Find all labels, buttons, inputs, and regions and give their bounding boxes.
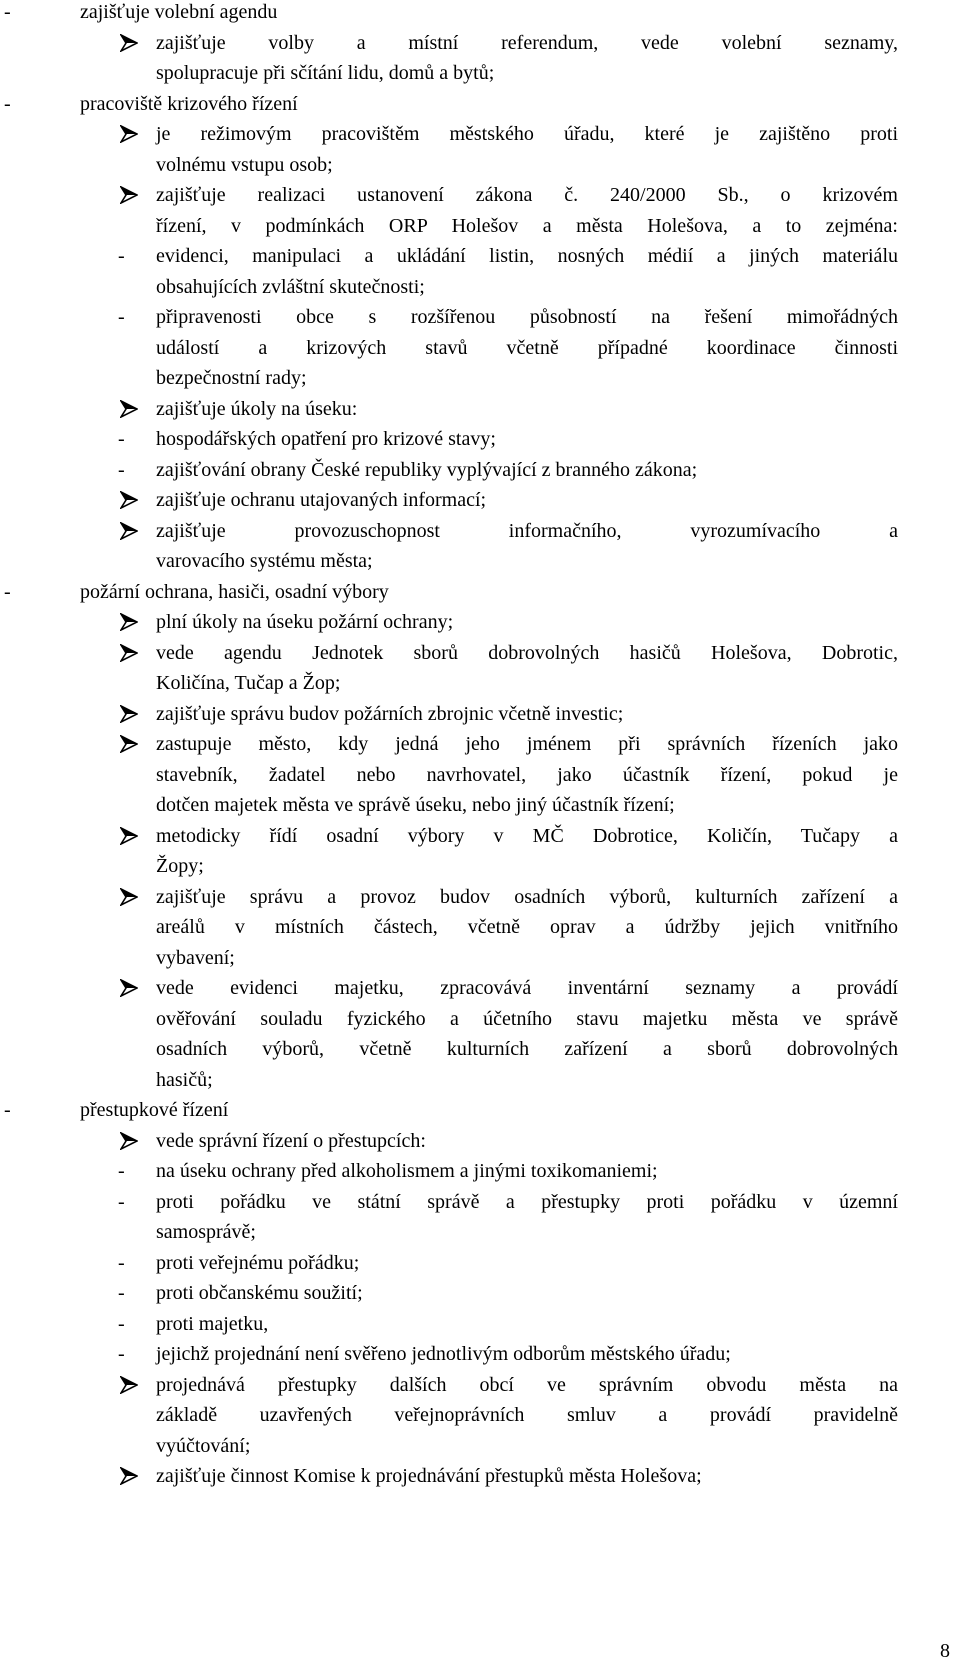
list-item-line xyxy=(0,241,960,272)
list-item-line xyxy=(0,394,960,425)
list-item-line xyxy=(0,485,960,516)
arrowhead-bullet-icon xyxy=(120,400,138,418)
arrowhead-bullet-icon xyxy=(120,979,138,997)
line-text: zajišťuje provozuschopnost informačního, vyrozumívacího a xyxy=(156,519,898,542)
list-item-line xyxy=(0,180,960,211)
line-text: spolupracuje při sčítání lidu, domů a bytů; xyxy=(156,62,495,84)
list-item-line xyxy=(0,912,960,943)
list-item-line xyxy=(0,455,960,486)
list-item-line xyxy=(0,699,960,730)
list-item-line xyxy=(0,1400,960,1431)
dash-bullet: - xyxy=(118,1251,125,1274)
list-item-line xyxy=(0,119,960,150)
dash-bullet: - xyxy=(118,458,125,481)
dash-bullet: - xyxy=(118,1190,125,1213)
line-text: proti pořádku ve státní správě a přestupky proti pořádku v územní xyxy=(156,1190,898,1213)
arrowhead-bullet-icon xyxy=(120,705,138,723)
line-text: osadních výborů, včetně kulturních zařízení a sborů dobrovolných xyxy=(156,1038,898,1060)
arrowhead-bullet-icon xyxy=(120,186,138,204)
arrowhead-bullet-icon xyxy=(120,827,138,845)
dash-bullet: - xyxy=(4,92,11,115)
line-text: zajišťuje volební agendu xyxy=(80,1,278,23)
line-text: na úseku ochrany před alkoholismem a jinými toxikomaniemi; xyxy=(156,1160,658,1182)
dash-bullet: - xyxy=(118,306,125,328)
list-item-line xyxy=(0,1065,960,1096)
list-item-line xyxy=(0,272,960,303)
arrowhead-bullet-icon xyxy=(120,1132,138,1150)
line-text: pracoviště krizového řízení xyxy=(80,92,298,115)
line-text: zajišťuje volby a místní referendum, vede volební seznamy, xyxy=(156,31,898,54)
arrowhead-bullet-icon xyxy=(120,34,138,52)
line-text: základě uzavřených veřejnoprávních smluv a provádí pravidelně xyxy=(156,1404,898,1426)
line-text: Žopy; xyxy=(156,855,204,877)
arrowhead-bullet-icon xyxy=(120,644,138,662)
line-text: požární ochrana, hasiči, osadní výbory xyxy=(80,580,389,603)
line-text: zajišťuje správu a provoz budov osadních výborů, kulturních zařízení a xyxy=(156,885,898,908)
line-text: událostí a krizových stavů včetně případné koordinace činnosti xyxy=(156,336,898,359)
section-heading-line xyxy=(0,577,960,608)
line-text: ověřování souladu fyzického a účetního stavu majetku města ve správě xyxy=(156,1007,898,1030)
section-heading-line xyxy=(0,1095,960,1126)
line-text: proti veřejnému pořádku; xyxy=(156,1251,360,1274)
list-item-line xyxy=(0,1187,960,1218)
dash-bullet: - xyxy=(118,1312,125,1335)
arrowhead-bullet-icon xyxy=(120,735,138,753)
dash-bullet: - xyxy=(4,1099,11,1121)
list-item-line xyxy=(0,790,960,821)
dash-bullet: - xyxy=(118,1282,125,1304)
line-text: řízení, v podmínkách ORP Holešov a města Holešova, a to zejména: xyxy=(156,214,898,237)
line-text: vede správní řízení o přestupcích: xyxy=(156,1129,426,1152)
list-item-line xyxy=(0,1278,960,1309)
line-text: hasičů; xyxy=(156,1068,213,1091)
line-text: vede evidenci majetku, zpracovává inventární seznamy a provádí xyxy=(156,977,898,999)
line-text: zajišťuje činnost Komise k projednávání přestupků města Holešova; xyxy=(156,1465,702,1487)
dash-bullet: - xyxy=(118,1160,125,1182)
list-item-line xyxy=(0,1431,960,1462)
list-item-line xyxy=(0,1034,960,1065)
line-text: proti občanskému soužití; xyxy=(156,1282,363,1304)
line-text: metodicky řídí osadní výbory v MČ Dobrotice, Količín, Tučapy a xyxy=(156,824,898,847)
line-text: evidenci, manipulaci a ukládání listin, nosných médií a jiných materiálu xyxy=(156,245,898,267)
list-item-line xyxy=(0,546,960,577)
line-text: Količína, Tučap a Žop; xyxy=(156,672,341,694)
list-item-line xyxy=(0,516,960,547)
line-text: je režimovým pracovištěm městského úřadu, které je zajištěno proti xyxy=(156,123,898,145)
line-text: připravenosti obce s rozšířenou působností na řešení mimořádných xyxy=(156,306,898,328)
list-item-line xyxy=(0,821,960,852)
line-text: bezpečnostní rady; xyxy=(156,367,307,389)
arrowhead-bullet-icon xyxy=(120,491,138,509)
line-text: hospodářských opatření pro krizové stavy; xyxy=(156,428,496,450)
line-text: dotčen majetek města ve správě úseku, nebo jiný účastník řízení; xyxy=(156,794,675,816)
list-item-line xyxy=(0,424,960,455)
dash-bullet: - xyxy=(118,1343,125,1365)
list-item-line xyxy=(0,638,960,669)
dash-bullet: - xyxy=(4,580,11,603)
list-item-line xyxy=(0,943,960,974)
line-text: vyúčtování; xyxy=(156,1434,251,1457)
arrowhead-bullet-icon xyxy=(120,613,138,631)
line-text: varovacího systému města; xyxy=(156,550,373,572)
list-item-line xyxy=(0,150,960,181)
list-item-line xyxy=(0,973,960,1004)
list-item-line xyxy=(0,28,960,59)
list-item-line xyxy=(0,333,960,364)
list-item-line xyxy=(0,1004,960,1035)
line-text: zastupuje město, kdy jedná jeho jménem při správních řízeních jako xyxy=(156,733,898,755)
line-text: zajišťuje úkoly na úseku: xyxy=(156,397,358,420)
line-text: přestupkové řízení xyxy=(80,1099,229,1121)
line-text: volnému vstupu osob; xyxy=(156,153,333,176)
list-item-line xyxy=(0,302,960,333)
list-item-line xyxy=(0,1309,960,1340)
line-text: areálů v místních částech, včetně oprav a údržby jejich vnitřního xyxy=(156,916,898,938)
list-item-line xyxy=(0,1461,960,1492)
list-item-line xyxy=(0,363,960,394)
line-text: vede agendu Jednotek sborů dobrovolných hasičů Holešova, Dobrotic, xyxy=(156,641,898,664)
list-item-line xyxy=(0,851,960,882)
line-text: vybavení; xyxy=(156,946,235,969)
list-item-line xyxy=(0,668,960,699)
arrowhead-bullet-icon xyxy=(120,1467,138,1485)
list-item-line xyxy=(0,1248,960,1279)
dash-bullet: - xyxy=(118,428,125,450)
line-text: plní úkoly na úseku požární ochrany; xyxy=(156,611,454,633)
arrowhead-bullet-icon xyxy=(120,522,138,540)
line-text: zajišťování obrany České republiky vyplývající z branného zákona; xyxy=(156,458,698,481)
list-item-line xyxy=(0,1156,960,1187)
line-text: zajišťuje realizaci ustanovení zákona č. 240/2000 Sb., o krizovém xyxy=(156,184,898,206)
line-text: samosprávě; xyxy=(156,1221,256,1243)
page-number: 8 xyxy=(940,1640,950,1662)
section-heading-line xyxy=(0,0,960,28)
list-item-line xyxy=(0,882,960,913)
dash-bullet: - xyxy=(4,1,11,23)
line-text: obsahujících zvláštní skutečnosti; xyxy=(156,275,425,298)
line-text: zajišťuje ochranu utajovaných informací; xyxy=(156,489,487,511)
list-item-line xyxy=(0,760,960,791)
arrowhead-bullet-icon xyxy=(120,125,138,143)
line-text: proti majetku, xyxy=(156,1312,269,1335)
list-item-line xyxy=(0,729,960,760)
list-item-line xyxy=(0,1370,960,1401)
line-text: jejichž projednání není svěřeno jednotlivým odborům městského úřadu; xyxy=(156,1343,731,1365)
list-item-line xyxy=(0,1126,960,1157)
list-item-line xyxy=(0,1217,960,1248)
section-heading-line xyxy=(0,89,960,120)
line-text: projednává přestupky dalších obcí ve správním obvodu města na xyxy=(156,1373,898,1396)
list-item-line xyxy=(0,607,960,638)
list-item-line xyxy=(0,211,960,242)
arrowhead-bullet-icon xyxy=(120,1376,138,1394)
line-text: zajišťuje správu budov požárních zbrojnic včetně investic; xyxy=(156,702,624,725)
arrowhead-bullet-icon xyxy=(120,888,138,906)
list-item-line xyxy=(0,58,960,89)
line-text: stavebník, žadatel nebo navrhovatel, jako účastník řízení, pokud je xyxy=(156,763,898,786)
dash-bullet: - xyxy=(118,245,125,267)
list-item-line xyxy=(0,1339,960,1370)
